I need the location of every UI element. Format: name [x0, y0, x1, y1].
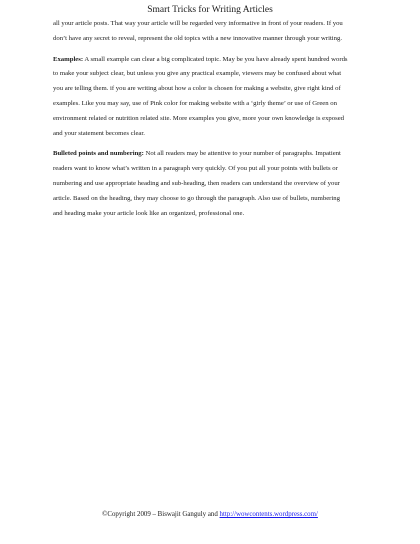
text-line: readers want to know what’s written in a paragraph very quickly. Of you put all your points with bullets or — [53, 165, 338, 173]
text-line: all your article posts. That way your article will be regarded very informative in front of your readers. If you — [53, 20, 343, 27]
text-line: you are telling them. if you are writing about how a color is chosen for making a website, give right kind of — [53, 85, 341, 93]
page-footer — [0, 510, 420, 519]
text-line: to make your subject clear, but unless you give any practical example, viewers may be confused about what — [53, 70, 342, 78]
text-segment: A small example can clear a big complicated topic. May be you have already spent hundred words — [83, 55, 348, 63]
text-segment: Not all readers may be attentive to your number of paragraphs. Impatient — [143, 150, 341, 158]
website-link[interactable]: http://wowcontents.wordpress.com/ — [219, 511, 318, 518]
section-heading-bulleted: Bulleted points and numbering: — [53, 150, 144, 158]
copyright-text: ©Copyright 2009 – Biswajit Ganguly and — [102, 511, 220, 518]
article-body — [53, 17, 371, 227]
text-line: and heading make your article look like an organized, professional one. — [53, 209, 245, 217]
page-header — [0, 4, 420, 16]
page-title: Smart Tricks for Writing Articles — [147, 5, 273, 15]
text-line: and your statement becomes clear. — [53, 129, 145, 137]
text-line: don’t have any secret to reveal, represent the old topics with a new innovative manner through your writing. — [53, 34, 343, 42]
text-line: examples. Like you may say, use of Pink color for making website with a ‘girly theme’ or use of Green on — [53, 99, 337, 107]
paragraph-intro-continued — [53, 17, 371, 47]
text-line: article. Based on the heading, they may choose to go through the paragraph. Also use of bullets, numbering — [53, 194, 340, 202]
text-line: environment related or nutrition related site. More examples you give, more your own knowledge is exposed — [53, 114, 345, 122]
paragraph-bulleted-points — [53, 147, 371, 221]
text-line — [53, 147, 371, 162]
section-heading-examples: Examples: — [53, 55, 84, 63]
text-line: numbering and use appropriate heading and sub-heading, then readers can understand the overview of your — [53, 179, 340, 187]
paragraph-examples — [53, 53, 371, 142]
text-line — [53, 53, 371, 68]
